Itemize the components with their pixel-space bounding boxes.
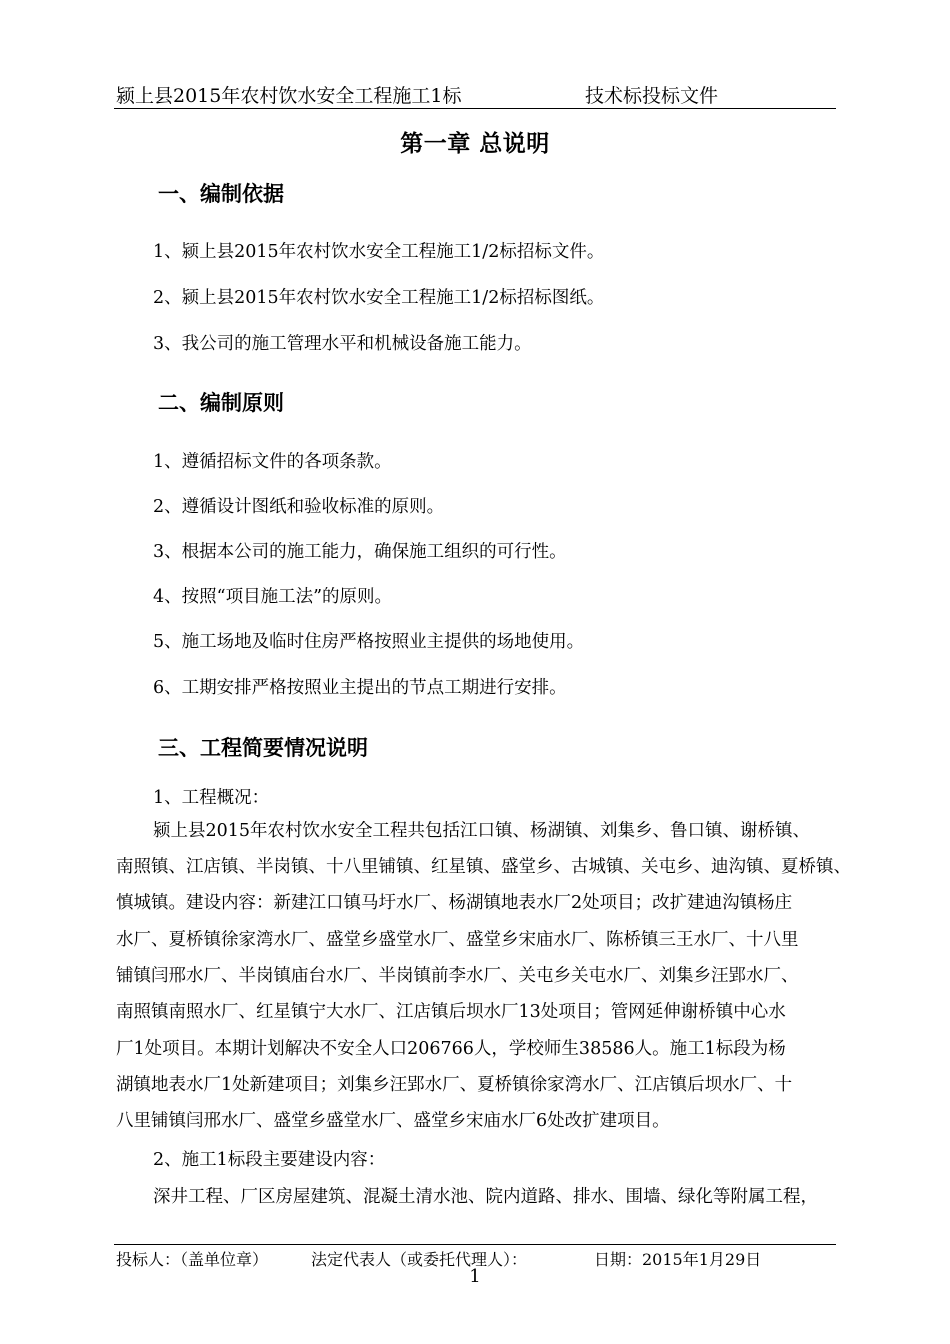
principle-item-5: 5、施工场地及临时住房严格按照业主提供的场地使用。 xyxy=(153,632,585,652)
overview-subheading: 1、工程概况： xyxy=(153,788,270,808)
section-heading-basis: 一、编制依据 xyxy=(158,181,284,206)
principle-item-1: 1、遵循招标文件的各项条款。 xyxy=(153,452,392,472)
header-rule xyxy=(114,108,836,109)
overview-line-2: 南照镇、江店镇、半岗镇、十八里铺镇、红星镇、盛堂乡、古城镇、关屯乡、迪沟镇、夏桥镇、 xyxy=(116,857,851,877)
overview-line-3: 慎城镇。建设内容：新建江口镇马圩水厂、杨湖镇地表水厂2处项目；改扩建迪沟镇杨庄 xyxy=(116,893,793,913)
basis-item-2: 2、颍上县2015年农村饮水安全工程施工1/2标招标图纸。 xyxy=(153,288,605,308)
overview-line-9: 八里铺镇闫邢水厂、盛堂乡盛堂水厂、盛堂乡宋庙水厂6处改扩建项目。 xyxy=(116,1111,670,1131)
header-project-name: 颍上县2015年农村饮水安全工程施工1标 xyxy=(116,85,462,107)
section-heading-principles: 二、编制原则 xyxy=(158,390,284,415)
header-doc-type: 技术标投标文件 xyxy=(585,85,719,107)
principle-item-4: 4、按照“项目施工法”的原则。 xyxy=(153,587,393,607)
basis-item-3: 3、我公司的施工管理水平和机械设备施工能力。 xyxy=(153,334,532,354)
overview-line-1: 颍上县2015年农村饮水安全工程共包括江口镇、杨湖镇、刘集乡、鲁口镇、谢桥镇、 xyxy=(153,821,811,841)
overview-line-6: 南照镇南照水厂、红星镇宁大水厂、江店镇后坝水厂13处项目；管网延伸谢桥镇中心水 xyxy=(116,1002,786,1022)
overview-line-8: 湖镇地表水厂1处新建项目；刘集乡汪郢水厂、夏桥镇徐家湾水厂、江店镇后坝水厂、十 xyxy=(116,1075,793,1095)
overview-line-5: 铺镇闫邢水厂、半岗镇庙台水厂、半岗镇前李水厂、关屯乡关屯水厂、刘集乡汪郢水厂、 xyxy=(116,966,799,986)
basis-item-1: 1、颍上县2015年农村饮水安全工程施工1/2标招标文件。 xyxy=(153,242,605,262)
overview-line-4: 水厂、夏桥镇徐家湾水厂、盛堂乡盛堂水厂、盛堂乡宋庙水厂、陈桥镇三王水厂、十八里 xyxy=(116,930,799,950)
footer-rule xyxy=(114,1244,836,1245)
contents-subheading: 2、施工1标段主要建设内容： xyxy=(153,1150,386,1170)
page-number: 1 xyxy=(469,1266,481,1287)
footer-bidder: 投标人：（盖单位章） xyxy=(116,1250,269,1269)
chapter-title: 第一章 总说明 xyxy=(400,130,550,157)
footer-date: 日期：2015年1月29日 xyxy=(594,1250,762,1269)
footer-legal-rep: 法定代表人（或委托代理人）： xyxy=(311,1250,528,1269)
section-heading-overview: 三、工程简要情况说明 xyxy=(158,735,368,760)
principle-item-6: 6、工期安排严格按照业主提出的节点工期进行安排。 xyxy=(153,678,567,698)
principle-item-3: 3、根据本公司的施工能力，确保施工组织的可行性。 xyxy=(153,542,567,562)
overview-line-7: 厂1处项目。本期计划解决不安全人口206766人，学校师生38586人。施工1标段为杨 xyxy=(116,1039,786,1059)
contents-line-1: 深井工程、厂区房屋建筑、混凝土清水池、院内道路、排水、围墙、绿化等附属工程， xyxy=(153,1187,818,1207)
principle-item-2: 2、遵循设计图纸和验收标准的原则。 xyxy=(153,497,445,517)
